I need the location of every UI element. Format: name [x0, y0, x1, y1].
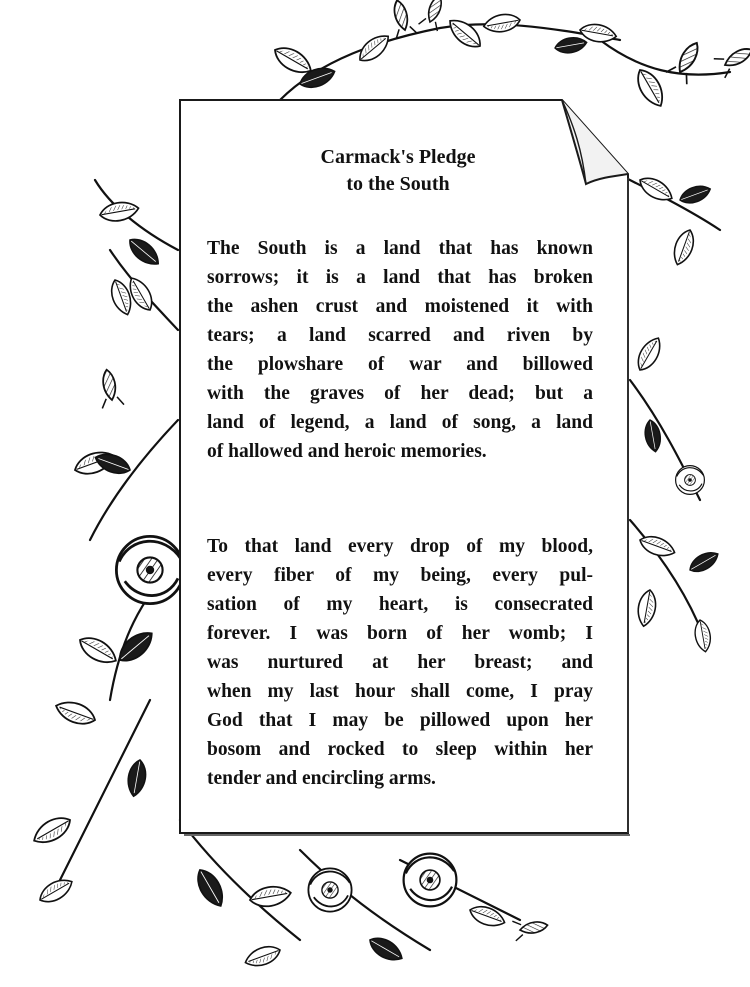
text-line: The South is a land that has known	[207, 238, 593, 259]
text-line: tears; a land scarred and riven by	[207, 325, 593, 346]
text-line: sation of my heart, is consecrated	[207, 594, 593, 615]
text-line: bosom and rocked to sleep within her	[207, 739, 593, 760]
paragraph-2	[207, 532, 593, 793]
text-line: sorrows; it is a land that has broken	[207, 267, 593, 288]
title-line: to the South	[346, 173, 450, 195]
pledge-page	[178, 98, 630, 838]
text-line: land of legend, a land of song, a land	[207, 412, 593, 433]
text-line: when my last hour shall come, I pray	[207, 681, 593, 702]
text-line: tender and encircling arms.	[207, 768, 436, 789]
title-line: Carmack's Pledge	[320, 146, 476, 168]
text-line: To that land every drop of my blood,	[207, 536, 593, 557]
text-line: with the graves of her dead; but a	[207, 383, 593, 404]
text-line: God that I may be pillowed upon her	[207, 710, 593, 731]
paragraph-1	[207, 234, 593, 466]
text-line: of hallowed and heroic memories.	[207, 441, 487, 462]
text-line: every fiber of my being, every pul-	[207, 565, 593, 586]
text-line: forever. I was born of her womb; I	[207, 623, 593, 644]
page-title	[248, 144, 548, 198]
text-line: was nurtured at her breast; and	[207, 652, 593, 673]
text-line: the ashen crust and moistened it with	[207, 296, 593, 317]
text-line: the plowshare of war and billowed	[207, 354, 593, 375]
